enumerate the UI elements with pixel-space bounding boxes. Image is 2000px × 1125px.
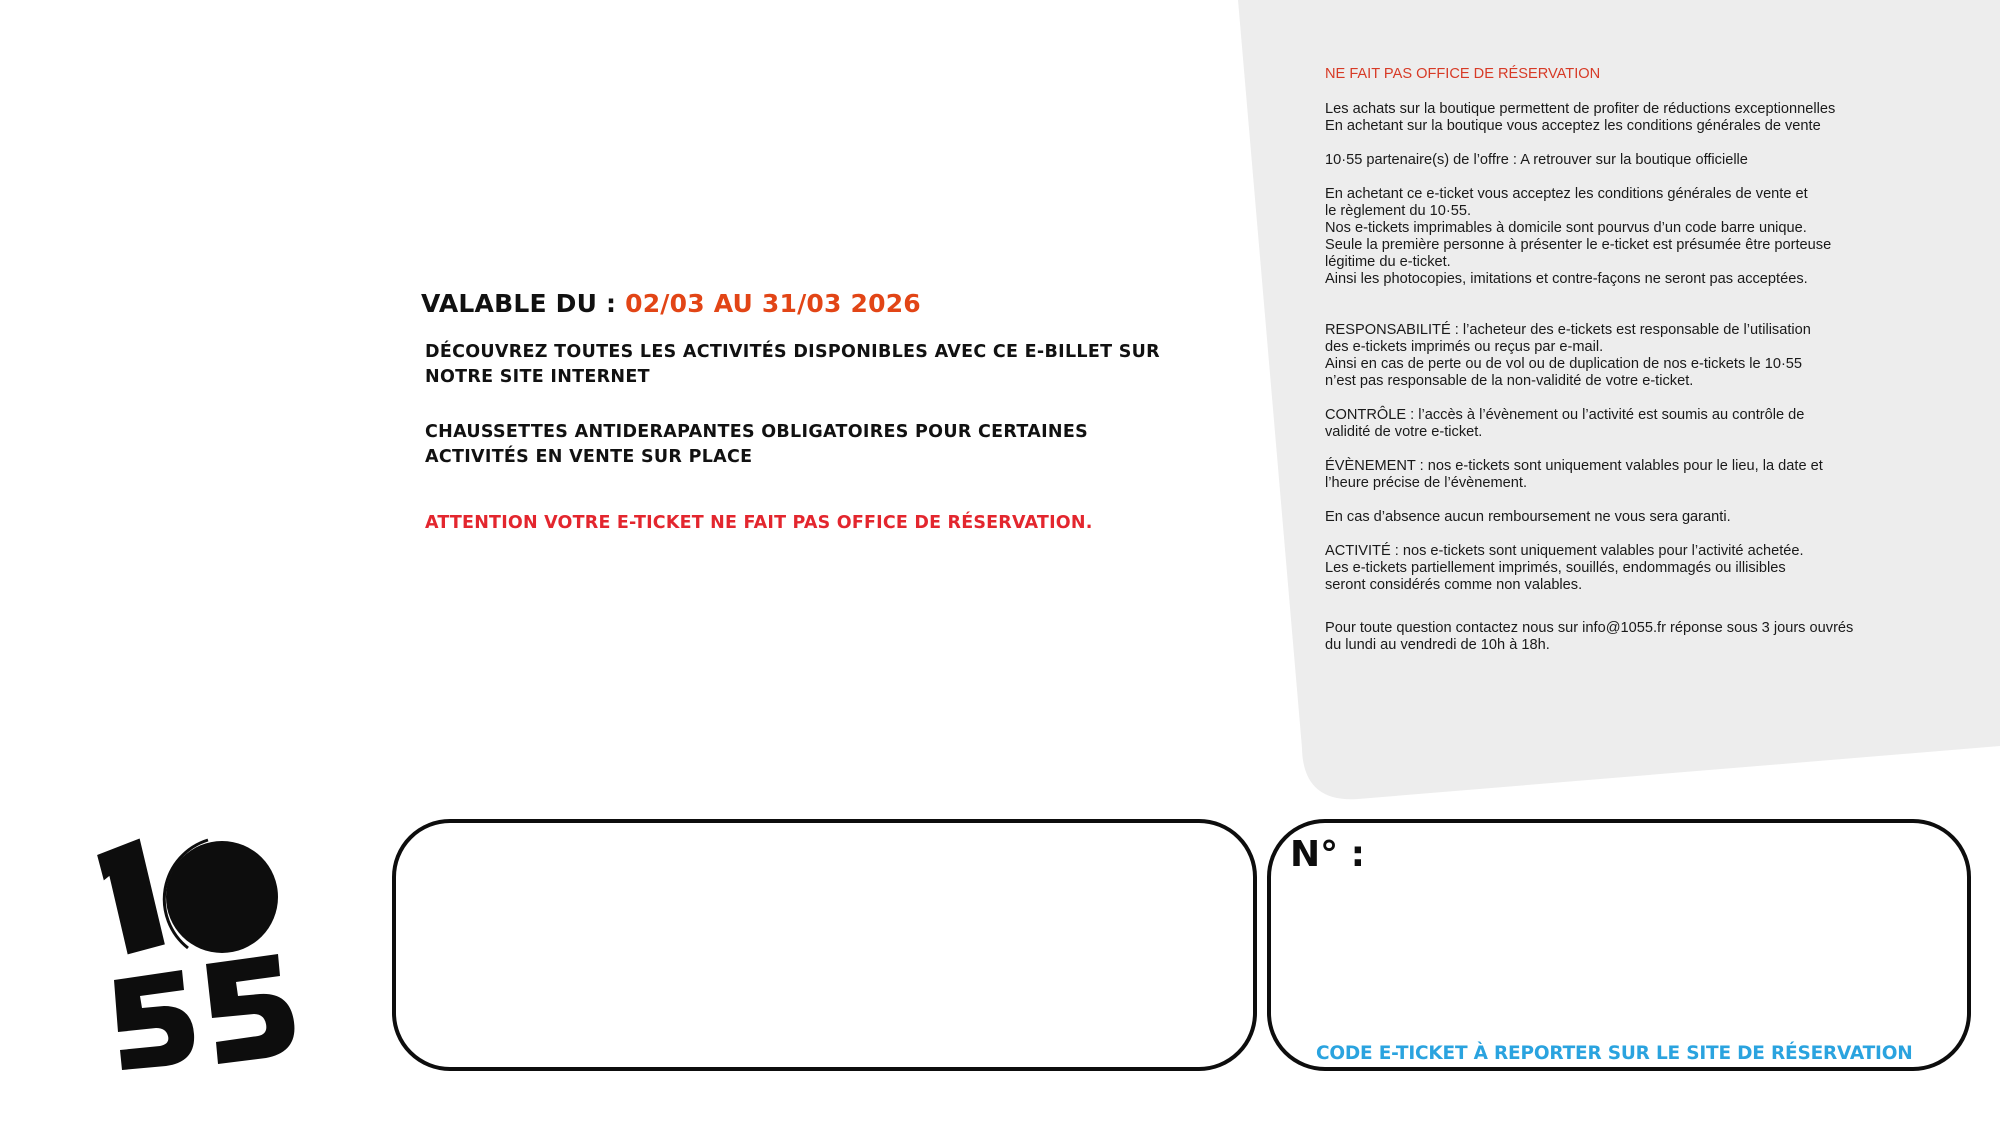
conditions-line: CONTRÔLE : l’accès à l’évènement ou l’activité est soumis au contrôle de <box>1325 407 1805 423</box>
conditions-line: Pour toute question contactez nous sur info@1055.fr réponse sous 3 jours ouvrés <box>1325 620 1854 636</box>
conditions-line: Seule la première personne à présenter le e-ticket est présumée être porteuse <box>1325 237 1832 253</box>
conditions-text <box>1325 66 1965 654</box>
conditions-line: du lundi au vendredi de 10h à 18h. <box>1325 637 1550 653</box>
info-socks: CHAUSSETTES ANTIDERAPANTES OBLIGATOIRES POUR CERTAINES ACTIVITÉS EN VENTE SUR PLACE <box>425 422 1089 467</box>
conditions-line: Les achats sur la boutique permettent de profiter de réductions exceptionnelles <box>1325 101 1836 117</box>
conditions-line: En achetant ce e-ticket vous acceptez les conditions générales de vente et <box>1325 186 1808 202</box>
ticket-code-box <box>1267 819 1971 1071</box>
conditions-line: l’heure précise de l’évènement. <box>1325 475 1527 491</box>
conditions-line: Ainsi en cas de perte ou de vol ou de duplication de nos e-tickets le 10·55 <box>1325 356 1803 372</box>
info-activities: DÉCOUVREZ TOUTES LES ACTIVITÉS DISPONIBLES AVEC CE E-BILLET SUR NOTRE SITE INTERNET <box>425 342 1160 387</box>
conditions-line: Nos e-tickets imprimables à domicile sont pourvus d’un code barre unique. <box>1325 220 1807 236</box>
conditions-line: le règlement du 10·55. <box>1325 203 1472 219</box>
conditions-heading: NE FAIT PAS OFFICE DE RÉSERVATION <box>1325 66 1601 82</box>
conditions-line: En cas d’absence aucun remboursement ne vous sera garanti. <box>1325 509 1731 525</box>
conditions-line: légitime du e-ticket. <box>1325 254 1451 270</box>
conditions-line: RESPONSABILITÉ : l’acheteur des e-tickets est responsable de l’utilisation <box>1325 322 1811 338</box>
ticket-info-box <box>392 819 1257 1071</box>
conditions-line: Les e-tickets partiellement imprimés, souillés, endommagés ou illisibles <box>1325 560 1786 576</box>
conditions-line: Ainsi les photocopies, imitations et contre-façons ne seront pas acceptées. <box>1325 271 1808 287</box>
conditions-line: ÉVÈNEMENT : nos e-tickets sont uniquement valables pour le lieu, la date et <box>1325 458 1823 474</box>
conditions-line: n’est pas responsable de la non-validité de votre e-ticket. <box>1325 373 1694 389</box>
conditions-line: des e-tickets imprimés ou reçus par e-mail. <box>1325 339 1604 355</box>
ticket-code-instruction: CODE E-TICKET À REPORTER SUR LE SITE DE RÉSERVATION <box>1316 1043 1913 1064</box>
validity-label: VALABLE DU : <box>421 289 617 318</box>
ticket-number-label: N° : <box>1290 834 1366 875</box>
conditions-line: En achetant sur la boutique vous acceptez les conditions générales de vente <box>1325 118 1821 134</box>
brand-logo <box>88 830 308 1070</box>
validity-dates: 02/03 AU 31/03 2026 <box>625 289 921 318</box>
conditions-line: ACTIVITÉ : nos e-tickets sont uniquement valables pour l’activité achetée. <box>1325 543 1804 559</box>
conditions-line: 10·55 partenaire(s) de l’offre : A retrouver sur la boutique officielle <box>1325 152 1748 168</box>
attention-warning: ATTENTION VOTRE E-TICKET NE FAIT PAS OFFICE DE RÉSERVATION. <box>425 513 1093 533</box>
conditions-line: seront considérés comme non valables. <box>1325 577 1583 593</box>
validity-line <box>421 289 921 318</box>
conditions-line: validité de votre e-ticket. <box>1325 424 1483 440</box>
